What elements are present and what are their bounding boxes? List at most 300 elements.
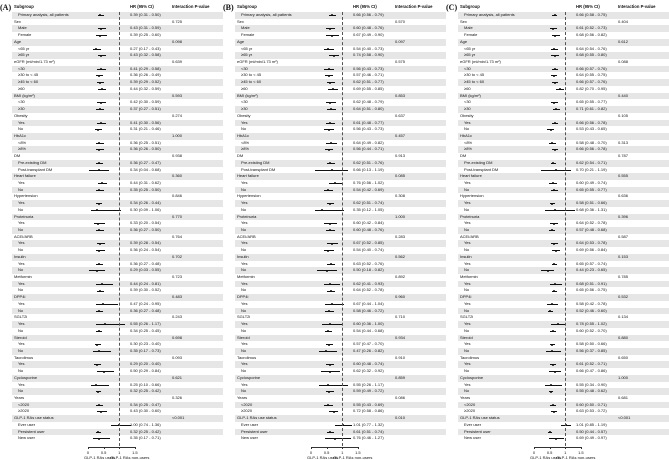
row-label: ≥65 yr [464,52,476,58]
hr-ci-value: 0.55 (0.43 - 0.69) [353,401,384,407]
subgroup-row [235,261,446,268]
subgroup-row [458,126,669,133]
subgroup-row [235,240,446,247]
row-label: Yes [464,381,471,387]
interaction-p-value: 0.283 [395,233,406,239]
subgroup-row [12,146,223,153]
tick-label: 0 [532,449,536,455]
row-label: No [241,247,247,253]
hazard-ratio-point [98,189,100,191]
forest-panel-b [223,0,446,460]
subgroup-row [235,388,446,395]
hr-ci-value: 0.30 (0.09 - 1.06) [130,206,161,212]
row-label: Female [464,32,478,38]
subgroup-row [235,72,446,79]
row-label: ≥65 yr [18,52,30,58]
hazard-ratio-point [331,243,333,245]
row-label: New user [18,435,35,441]
group-row [458,39,669,46]
row-label: No [241,327,247,333]
group-row [12,415,223,422]
confidence-interval [93,351,111,352]
subgroup-row [458,120,669,127]
group-row [235,173,446,180]
interaction-p-value: 0.938 [172,153,183,159]
hr-ci-value: 0.34 (0.25 - 0.45) [130,327,161,333]
interaction-p-value: 0.326 [172,394,183,400]
group-row [12,133,223,140]
group-row [458,93,669,100]
group-row [12,93,223,100]
row-label: Pre-existing DM [18,159,47,165]
subgroup-row [12,167,223,174]
subgroup-row [458,12,669,19]
hr-ci-value: 0.36 (0.24 - 0.54) [130,247,161,253]
subgroup-row [235,247,446,254]
hr-ci-value: 0.61 (0.52 - 0.71) [576,361,607,367]
hazard-ratio-point [554,122,556,124]
row-label: Yes [18,119,25,125]
row-label: Cyclosporine [237,374,261,380]
subgroup-row [12,382,223,389]
group-row [12,153,223,160]
subgroup-row [12,240,223,247]
hr-ci-value: 0.60 (0.52 - 0.70) [576,327,607,333]
row-label: Persistent user [18,428,45,434]
subgroup-row [235,361,446,368]
x-label-left: GLP-1 RAs users [84,455,116,460]
hr-ci-value: 0.58 (0.42 - 0.78) [576,300,607,306]
hr-header: HR (95% CI) [130,4,154,9]
interaction-p-value: 0.440 [618,92,629,98]
row-label: Yes [464,280,471,286]
hazard-ratio-point [330,290,332,292]
hazard-ratio-point [555,438,557,440]
hr-ci-value: 0.39 (0.28 - 0.54) [130,240,161,246]
row-label: No [464,186,470,192]
interaction-p-value: 0.483 [172,294,183,300]
subgroup-row [12,247,223,254]
hr-ci-value: 0.61 (0.51 - 0.74) [353,428,384,434]
subgroup-row [12,287,223,294]
row-label: No [241,206,247,212]
subgroup-row [12,341,223,348]
hr-ci-value: 0.62 (0.54 - 0.71) [576,159,607,165]
group-row [458,314,669,321]
group-row [12,375,223,382]
hazard-ratio-point [554,82,556,84]
row-label: No [464,347,470,353]
row-label: Age [237,38,245,44]
subgroup-row [12,200,223,207]
interaction-p-value: 0.612 [618,38,629,44]
hr-ci-value: 0.39 (0.31 - 0.50) [130,12,161,17]
row-label: Yes [18,321,25,327]
hr-ci-value: 0.25 (0.10 - 0.66) [130,381,161,387]
row-label: Yes [18,381,25,387]
row-label: ≥45 to < 60 [241,79,262,85]
interaction-p-value: 0.723 [172,274,183,280]
x-label-left: GLP-1 RAs users [530,455,562,460]
group-row [458,395,669,402]
subgroup-row [235,348,446,355]
row-label: <65 yr [241,45,253,51]
interaction-p-value: 0.859 [395,374,406,380]
subgroup-header: Subgroup [460,4,480,9]
interaction-p-value: 0.681 [618,394,629,400]
row-label: No [241,347,247,353]
group-row [12,214,223,221]
row-label: No [18,247,24,253]
subgroup-row [458,25,669,32]
confidence-interval [97,371,114,372]
group-row [235,335,446,342]
subgroup-row [12,187,223,194]
interaction-p-value: 0.650 [618,354,629,360]
row-label: DM [237,153,244,159]
subgroup-row [458,99,669,106]
subgroup-row [235,308,446,315]
interaction-p-value: 0.313 [618,139,629,145]
interaction-p-value: 0.593 [172,92,183,98]
row-label: Years [14,394,25,400]
subgroup-row [458,187,669,194]
hazard-ratio-point [329,364,331,366]
group-row [12,234,223,241]
interaction-p-value: 0.725 [172,18,183,24]
hr-ci-value: 0.62 (0.48 - 0.79) [353,99,384,105]
row-label: Female [18,32,32,38]
row-label: No [464,368,470,374]
interaction-p-value: 0.396 [618,213,629,219]
hr-ci-value: 0.43 (0.32 - 0.58) [130,52,161,58]
row-label: No [18,267,24,273]
subgroup-row [12,160,223,167]
hr-ci-value: 0.65 (0.57 - 0.74) [576,260,607,266]
row-label: Yes [241,119,248,125]
interaction-p-value: 1.000 [172,132,183,138]
interaction-p-value: 0.785 [618,274,629,280]
subgroup-row [458,200,669,207]
row-label: Yes [241,200,248,206]
subgroup-row [458,140,669,147]
hazard-ratio-point [101,283,103,285]
row-label: Pre-existing DM [464,159,493,165]
row-label: eGFR (ml/min/1.73 m²) [460,59,501,65]
group-row [458,274,669,281]
confidence-interval [549,438,564,439]
hr-ci-value: 0.64 (0.49 - 0.82) [353,139,384,145]
hazard-ratio-point [555,169,557,171]
row-label: Yes [241,220,248,226]
hr-ci-value: 0.66 (0.13 - 1.19) [353,166,384,172]
x-label-left: GLP-1 RAs users [307,455,339,460]
interaction-p-value: 0.698 [172,334,183,340]
row-label: Yes [464,200,471,206]
group-row [12,335,223,342]
row-label: ≥30 [464,106,471,112]
forest-rows [12,12,223,442]
row-label: Steroid [237,334,250,340]
group-row [235,39,446,46]
row-label: Yes [464,341,471,347]
subgroup-row [458,180,669,187]
subgroup-row [12,12,223,19]
hazard-ratio-point [328,344,330,346]
row-label: Yes [18,300,25,306]
row-label: BMI (kg/m²) [237,92,258,98]
subgroup-row [12,126,223,133]
row-label: ≥8% [241,146,249,152]
hazard-ratio-point [331,169,333,171]
hr-ci-value: 0.54 (0.40 - 0.73) [353,45,384,51]
confidence-interval [94,223,105,224]
forest-panel-c [446,0,669,460]
hr-ci-value: 0.54 (0.40 - 0.74) [353,247,384,253]
row-label: <30 [18,99,25,105]
subgroup-header: Subgroup [237,4,257,9]
hazard-ratio-point [334,438,336,440]
subgroup-row [12,120,223,127]
row-label: ≥30 to < 45 [241,72,262,78]
confidence-interval [91,385,109,386]
hr-ci-value: 0.60 (0.49 - 0.74) [576,179,607,185]
row-label: Yes [18,260,25,266]
subgroup-row [458,267,669,274]
hr-ci-value: 0.32 (0.25 - 0.42) [130,388,161,394]
tick-label: 0 [309,449,313,455]
hr-ci-value: 0.35 (0.12 - 1.05) [353,206,384,212]
subgroup-row [458,429,669,436]
interaction-p-value: 0.088 [618,59,629,65]
row-label: No [464,267,470,273]
interaction-p-value: 0.570 [395,18,406,24]
hr-ci-value: 0.66 (0.47 - 0.86) [576,368,607,374]
interaction-p-value: 1.000 [618,374,629,380]
interaction-p-value: 0.770 [172,213,183,219]
row-label: Years [237,394,248,400]
tick-label: 0.5 [323,449,330,455]
hr-ci-value: 0.55 (0.26 - 1.17) [353,381,384,387]
row-label: ≥30 to < 45 [464,72,485,78]
group-row [235,133,446,140]
row-label: Male [18,25,27,31]
hr-ci-value: 0.64 (0.53 - 0.78) [576,240,607,246]
subgroup-row [235,46,446,53]
row-label: Yes [241,381,248,387]
hr-ci-value: 1.01 (0.77 - 1.32) [353,421,384,427]
interaction-p-value: 0.787 [618,153,629,159]
subgroup-row [458,287,669,294]
row-label: Sex [14,18,21,24]
hazard-ratio-point [554,149,556,151]
hr-ci-value: 0.60 (0.36 - 1.00) [353,321,384,327]
row-label: GLP-1 RAs use status [14,415,54,421]
subgroup-row [458,368,669,375]
hazard-ratio-point [333,55,335,57]
row-label: Hypertension [14,193,38,199]
row-label: No [241,186,247,192]
subgroup-row [12,180,223,187]
row-label: No [464,247,470,253]
row-label: ≥60 [241,85,248,91]
tick-label: 1.5 [355,449,361,455]
row-label: Yes [241,179,248,185]
hazard-ratio-point [96,364,98,366]
row-label: Yes [241,260,248,266]
hr-ci-value: 0.64 (0.55 - 0.75) [576,72,607,78]
subgroup-row [12,435,223,442]
hr-ci-value: 0.35 (0.17 - 0.73) [130,347,161,353]
row-label: ≥30 [241,106,248,112]
row-label: Heart failure [237,173,259,179]
group-row [458,19,669,26]
forest-panel-a [0,0,223,460]
subgroup-row [235,12,446,19]
row-label: Yes [18,341,25,347]
hr-ci-value: 0.69 (0.56 - 0.84) [576,247,607,253]
row-label: Yes [241,361,248,367]
row-label: No [18,206,24,212]
row-label: Primary analysis, all patients [464,12,515,17]
subgroup-row [458,341,669,348]
x-label-right: GLP-1 RAs non-users [110,455,150,460]
interaction-p-value: 0.153 [618,253,629,259]
hr-ci-value: 0.43 (0.30 - 0.60) [130,408,161,414]
confidence-interval [111,425,130,426]
x-label-right: GLP-1 RAs non-users [333,455,373,460]
confidence-interval [322,324,342,325]
hr-ci-value: 0.64 (0.54 - 0.76) [576,45,607,51]
hazard-ratio-point [98,438,100,440]
row-label: <2020 [241,401,253,407]
row-label: Primary analysis, all patients [241,12,292,17]
subgroup-row [12,25,223,32]
row-label: HbA1c [460,132,473,138]
subgroup-row [235,328,446,335]
confidence-interval [93,438,110,439]
interaction-p-value: 0.457 [395,132,406,138]
hazard-ratio-point [98,250,100,252]
hazard-ratio-point [97,391,99,393]
hr-ci-value: 0.56 (0.37 - 0.85) [576,347,607,353]
subgroup-row [458,382,669,389]
interaction-p-value: 0.562 [395,253,406,259]
confidence-interval [545,210,575,211]
row-label: DM [460,153,467,159]
forest-rows [458,12,669,442]
row-label: Male [241,25,250,31]
subgroup-row [458,46,669,53]
hr-ci-value: 0.32 (0.25 - 0.42) [130,428,161,434]
row-label: No [18,368,24,374]
group-row [458,193,669,200]
hr-ci-value: 0.54 (0.42 - 0.69) [353,186,384,192]
group-row [458,173,669,180]
confidence-interval [96,324,124,325]
subgroup-row [235,99,446,106]
interaction-p-value: 0.243 [172,314,183,320]
interaction-p-value: 0.093 [172,354,183,360]
subgroup-row [12,429,223,436]
hazard-ratio-point [333,411,335,413]
hr-ci-value: 0.68 (0.36 - 1.31) [576,206,607,212]
hazard-ratio-point [552,28,554,30]
row-label: Yes [18,280,25,286]
interaction-p-value: 0.892 [395,274,406,280]
subgroup-row [12,281,223,288]
hazard-ratio-point [328,149,330,151]
hr-ci-value: 0.65 (0.56 - 0.75) [576,287,607,293]
p-header: Interaction P-value [618,4,656,9]
hr-ci-value: 0.67 (0.52 - 0.85) [353,240,384,246]
row-label: SGLT2i [460,314,474,320]
row-label: DM [14,153,21,159]
hr-ci-value: 0.65 (0.55 - 0.77) [576,186,607,192]
hr-ci-value: 0.57 (0.47 - 0.70) [353,341,384,347]
group-row [235,395,446,402]
group-row [235,254,446,261]
hr-ci-value: 0.33 (0.20 - 0.54) [130,220,161,226]
subgroup-row [12,227,223,234]
hazard-ratio-point [554,35,556,37]
hr-ci-value: 0.56 (0.43 - 0.73) [353,65,384,71]
row-label: Yes [241,321,248,327]
subgroup-row [12,86,223,93]
subgroup-row [235,267,446,274]
row-label: ACEI/ARB [237,233,256,239]
subgroup-row [458,66,669,73]
row-label: Tacrolimus [460,354,480,360]
hr-ci-value: 0.71 (0.61 - 0.82) [576,106,607,112]
hr-ci-value: 0.29 (0.20 - 0.40) [130,361,161,367]
hazard-ratio-point [553,223,555,225]
hr-ci-value: 0.64 (0.52 - 0.78) [576,220,607,226]
interaction-p-value: 0.636 [618,193,629,199]
hazard-ratio-point [552,330,554,332]
group-row [235,274,446,281]
hr-ci-value: 0.62 (0.32 - 0.92) [353,368,384,374]
group-row [458,234,669,241]
confidence-interval [96,304,118,305]
row-label: Yes [241,240,248,246]
subgroup-row [458,361,669,368]
hr-ci-value: 0.36 (0.26 - 0.50) [130,146,161,152]
row-label: ≥60 [464,85,471,91]
row-label: No [18,347,24,353]
hr-ci-value: 0.62 (0.41 - 0.93) [353,280,384,286]
row-label: Tacrolimus [14,354,34,360]
row-label: SGLT2i [14,314,28,320]
subgroup-row [235,52,446,59]
row-label: Obesity [237,112,251,118]
row-label: Obesity [14,112,28,118]
subgroup-row [458,308,669,315]
hr-ci-value: 0.59 (0.49 - 0.72) [353,388,384,394]
row-label: Sex [237,18,244,24]
confidence-interval [97,411,106,412]
row-label: Yes [464,321,471,327]
row-label: <30 [464,65,471,71]
hazard-ratio-point [97,431,99,433]
hr-ci-value: 0.52 (0.46 - 0.60) [576,307,607,313]
row-label: ≥8% [464,146,472,152]
hr-ci-value: 0.36 (0.27 - 0.48) [130,307,161,313]
interaction-p-value: 0.134 [618,314,629,320]
interaction-p-value: 0.575 [395,59,406,65]
row-label: <2020 [464,401,476,407]
row-label: No [464,327,470,333]
